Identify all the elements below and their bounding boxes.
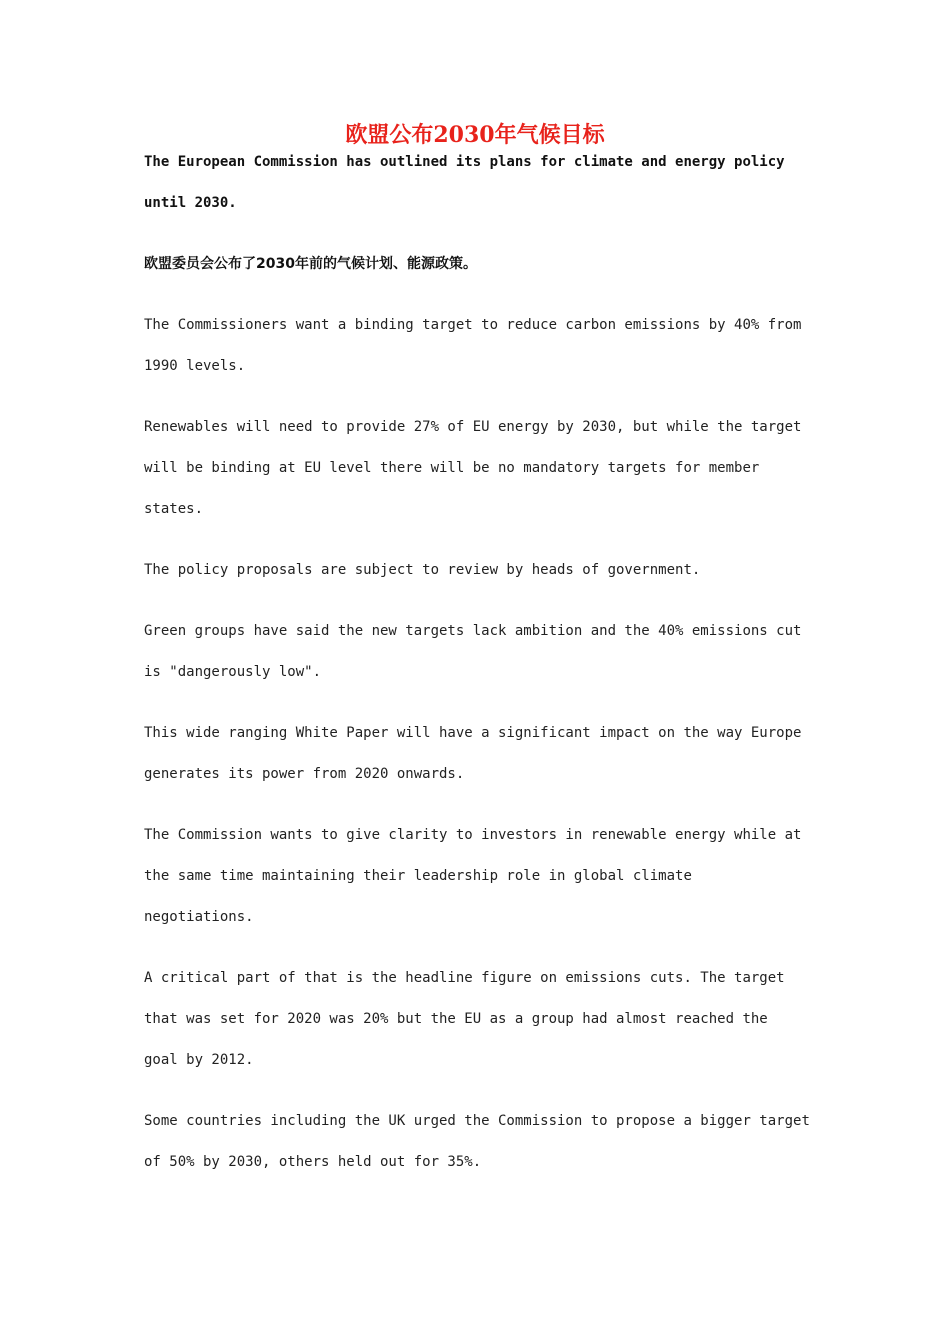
paragraph-3: The policy proposals are subject to review by heads of government. bbox=[144, 562, 701, 578]
paragraph-8: Some countries including the UK urged the Commission to propose a bigger target of 50% by 2030, others held out for 35%. bbox=[144, 1113, 810, 1170]
intro-chinese: 欧盟委员会公布了2030年前的气候计划、能源政策。 bbox=[144, 256, 477, 272]
paragraph-6: The Commission wants to give clarity to investors in renewable energy while at the same time maintaining their leadership role in global climate negotiations. bbox=[144, 827, 802, 925]
paragraph-4: Green groups have said the new targets lack ambition and the 40% emissions cut is "dangerously low". bbox=[144, 623, 802, 680]
document-title: 欧盟公布2030年气候目标 bbox=[345, 122, 605, 148]
intro-english: The European Commission has outlined its plans for climate and energy policy until 2030. bbox=[144, 154, 785, 211]
paragraph-2: Renewables will need to provide 27% of EU energy by 2030, but while the target will be binding at EU level there will be no mandatory targets for member states. bbox=[144, 419, 802, 517]
paragraph-7: A critical part of that is the headline figure on emissions cuts. The target that was set for 2020 was 20% but the EU as a group had almost reached the goal by 2012. bbox=[144, 970, 785, 1068]
paragraph-1: The Commissioners want a binding target to reduce carbon emissions by 40% from 1990 levels. bbox=[144, 317, 802, 374]
paragraph-5: This wide ranging White Paper will have a significant impact on the way Europe generates its power from 2020 onwards. bbox=[144, 725, 802, 782]
